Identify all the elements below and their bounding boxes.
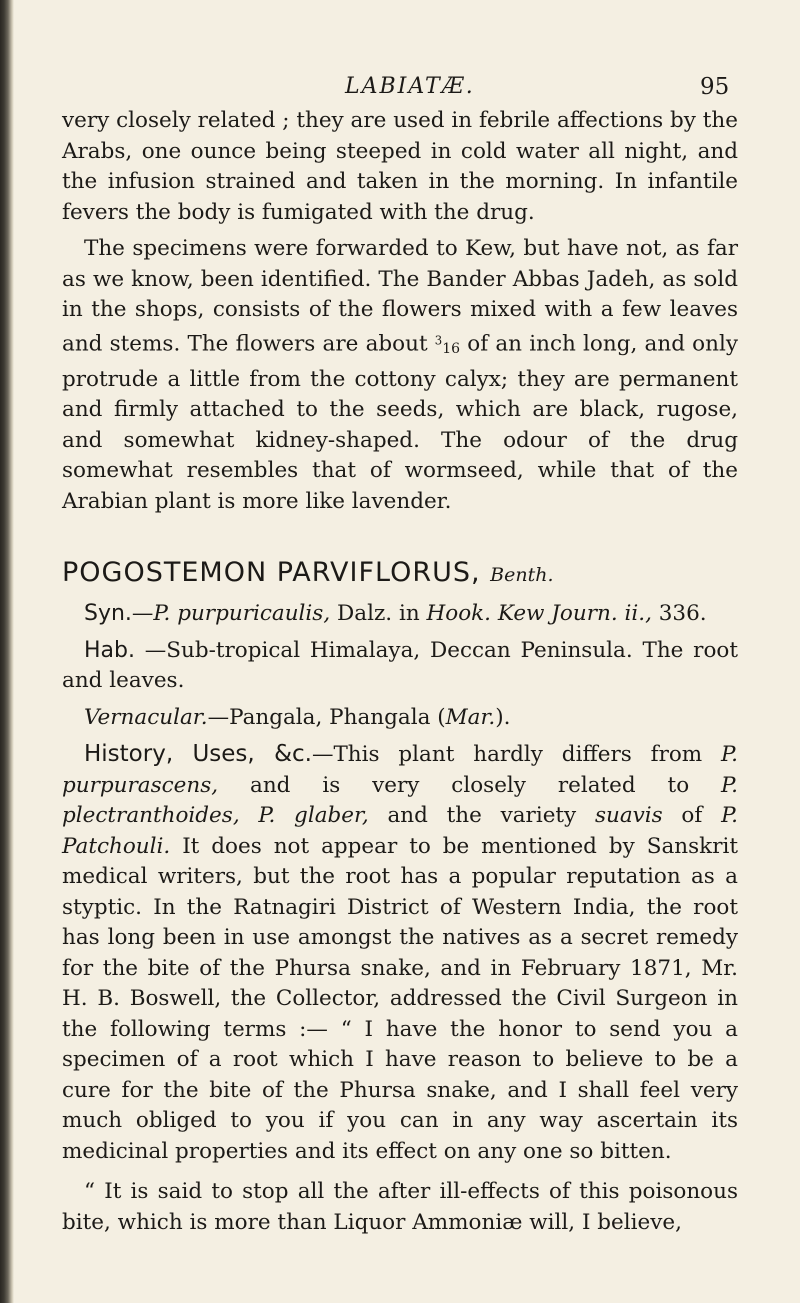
- habitat-paragraph: [62, 636, 738, 697]
- history-paragraph: [62, 739, 738, 1167]
- specimens-text-2: of an inch long, and only protrude a little from the cottony calyx; they are permanent and firmly attached to the seeds, which are black, rugose, and somewhat kidney-shaped. The odour of the drug somewhat resembles that of wormseed, while that of the Arabian plant is more like lavender.: [62, 331, 738, 514]
- habitat-label: Hab.: [84, 637, 135, 663]
- vernacular-text-2: ).: [495, 704, 511, 730]
- book-spine-shadow: [0, 0, 14, 1303]
- synonym-name: P. purpuricaulis,: [153, 601, 331, 627]
- vernacular-lang: Mar.: [445, 704, 496, 730]
- history-name-2: P. plectranthoides,: [62, 772, 738, 829]
- running-head: LABIATÆ.: [345, 74, 475, 99]
- habitat-text: —Sub-tropical Himalaya, Deccan Peninsula. The root and leaves.: [62, 637, 738, 694]
- specimens-paragraph: [62, 234, 738, 517]
- synonym-dash: —: [131, 601, 154, 627]
- specimens-text-1: The specimens were forwarded to Kew, but have not, as far as we know, been identified. The Bander Abbas Jadeh, as sold in the shops, consists of the flowers mixed with a few leaves and stems. The flowers are about: [62, 236, 738, 357]
- vernacular-paragraph: [62, 703, 738, 734]
- history-text-4: and the variety: [368, 803, 595, 829]
- page-number: 95: [700, 74, 730, 100]
- history-name-4: suavis: [594, 803, 663, 829]
- vernacular-text-1: —Pangala, Phangala (: [207, 704, 446, 730]
- page-body: [62, 106, 738, 1238]
- synonym-journal: Hook. Kew Journ. ii.,: [426, 601, 652, 627]
- species-authority: Benth.: [490, 564, 554, 587]
- fraction-denominator: 16: [442, 341, 461, 358]
- history-name-5: P. Patchouli.: [62, 803, 739, 859]
- fraction: [434, 333, 461, 358]
- species-name: POGOSTEMON PARVIFLORUS,: [62, 557, 481, 589]
- vernacular-label: Vernacular.: [84, 704, 208, 730]
- history-label: History, Uses, &c.: [84, 741, 312, 768]
- synonym-text-2: 336.: [651, 601, 707, 627]
- synonym-paragraph: [62, 599, 738, 630]
- history-text-3: [240, 803, 259, 828]
- history-text-5: of: [662, 803, 722, 829]
- history-text-2: and is very closely related to: [218, 772, 722, 798]
- fraction-numerator: 3: [434, 333, 443, 348]
- quote-paragraph: “ It is said to stop all the after ill-effects of this poisonous bite, which is more than Liquor Ammoniæ will, I believe,: [62, 1179, 738, 1235]
- intro-paragraph: very closely related ; they are used in febrile affections by the Arabs, one ounce being steeped in cold water all night, and the infusion strained and taken in the morning. In infantile fevers the body is fumigated with the drug.: [62, 108, 738, 225]
- species-heading: [62, 553, 738, 595]
- history-name-3: P. glaber,: [258, 803, 369, 829]
- synonym-label: Syn.: [84, 601, 132, 627]
- synonym-text-1: Dalz. in: [330, 601, 427, 627]
- history-name-1: P. purpurascens,: [62, 742, 738, 798]
- history-text-6: It does not appear to be mentioned by Sanskrit medical writers, but the root has a popular reputation as a styptic. In the Ratnagiri District of Western India, the root has long been in use amongst the natives as a secret remedy for the bite of the Phursa snake, and in February 1871, Mr. H. B. Boswell, the Collector, addressed the Civil Surgeon in the following terms :— “ I have the honor to send you a specimen of a root which I have reason to believe to be a cure for the bite of the Phursa snake, and I shall feel very much obliged to you if you can in any way ascertain its medicinal properties and its effect on any one so bitten.: [62, 833, 738, 1164]
- history-text-1: —This plant hardly differs from: [311, 742, 722, 768]
